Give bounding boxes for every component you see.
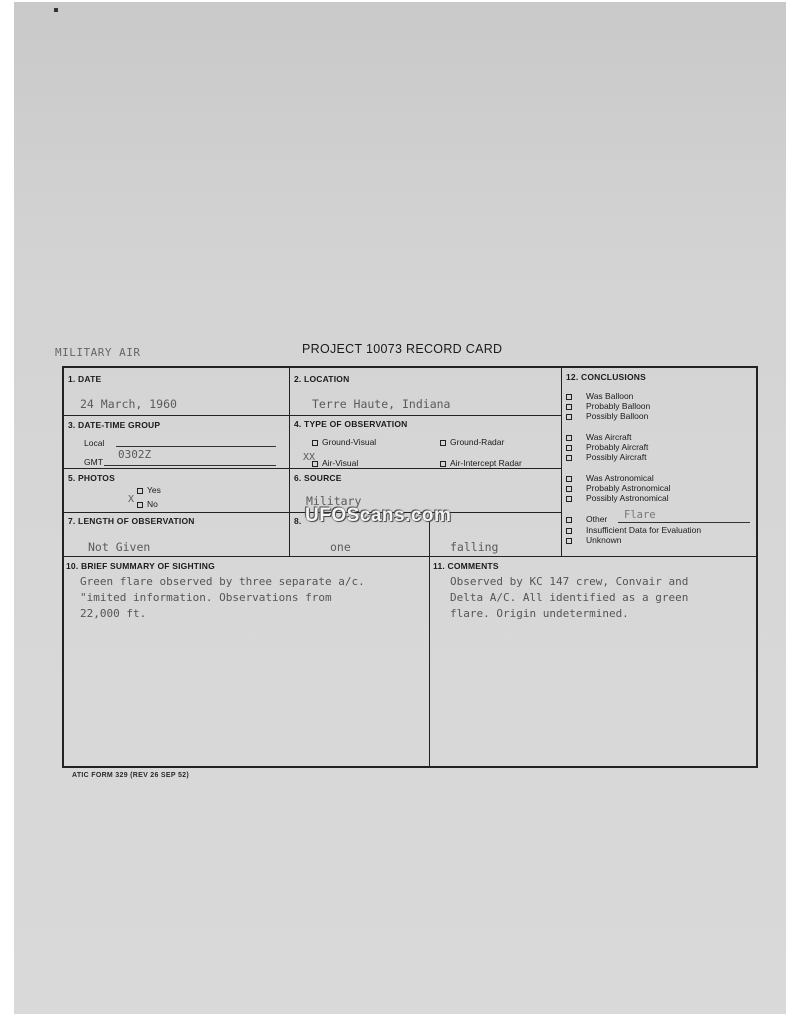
divider-row-4 [64,556,756,557]
observation-type-label: 4. TYPE OF OBSERVATION [294,419,408,429]
air-visual-checkbox[interactable] [312,461,318,467]
length-value: Not Given [88,540,151,554]
comments-text: Observed by KC 147 crew, Convair and Delta A/C. All identified as a green flare. Origin undetermined. [450,575,689,620]
ground-visual-option[interactable]: Ground-Visual [312,437,376,447]
checkbox[interactable] [566,496,572,502]
length-label: 7. LENGTH OF OBSERVATION [68,516,195,526]
conclusion-was-aircraft[interactable]: Was Aircraft [566,432,632,442]
photos-label: 5. PHOTOS [68,473,115,483]
photos-yes-option[interactable]: Yes [137,485,161,495]
gmt-label: GMT [84,457,103,467]
local-line [116,446,276,447]
conclusion-probably-balloon[interactable]: Probably Balloon [566,401,650,411]
checkbox[interactable] [566,394,572,400]
checkbox[interactable] [566,528,572,534]
ground-visual-checkbox[interactable] [312,440,318,446]
divider-row-2 [64,468,561,469]
checkbox[interactable] [566,455,572,461]
photos-no-mark: X [128,494,135,505]
checkbox[interactable] [566,404,572,410]
ground-radar-checkbox[interactable] [440,440,446,446]
air-intercept-option[interactable]: Air-Intercept Radar [440,458,522,468]
divider-col-3 [429,512,430,766]
checkbox[interactable] [566,517,572,523]
course-value: falling [450,540,499,554]
conclusion-unknown[interactable]: Unknown [566,535,621,545]
other-line [618,522,750,523]
other-value: Flare [624,509,656,521]
air-visual-option[interactable]: Air-Visual [312,458,358,468]
divider-row-1 [64,415,561,416]
conclusion-possibly-balloon[interactable]: Possibly Balloon [566,411,648,421]
summary-label: 10. BRIEF SUMMARY OF SIGHTING [66,561,215,571]
divider-col-1 [289,368,290,556]
date-value: 24 March, 1960 [80,397,177,411]
scan-mark [54,8,58,12]
classification-stamp: MILITARY AIR [55,346,141,359]
conclusion-probably-astronomical[interactable]: Probably Astronomical [566,483,671,493]
source-value: Military [306,494,362,508]
ground-radar-option[interactable]: Ground-Radar [440,437,504,447]
conclusion-was-balloon[interactable]: Was Balloon [566,391,633,401]
number-objects-value: one [330,540,351,554]
conclusion-was-astronomical[interactable]: Was Astronomical [566,473,654,483]
photos-yes-checkbox[interactable] [137,488,143,494]
number-objects-label: 8. [294,516,302,526]
conclusions-label: 12. CONCLUSIONS [566,372,646,382]
conclusion-possibly-aircraft[interactable]: Possibly Aircraft [566,452,646,462]
local-label: Local [84,438,105,448]
checkbox[interactable] [566,445,572,451]
date-label: 1. DATE [68,374,102,384]
conclusion-probably-aircraft[interactable]: Probably Aircraft [566,442,648,452]
divider-col-2 [561,368,562,556]
checkbox[interactable] [566,486,572,492]
card-title: PROJECT 10073 RECORD CARD [302,342,503,356]
gmt-line [104,465,276,466]
gmt-value: 0302Z [118,448,152,461]
source-label: 6. SOURCE [294,473,342,483]
photos-no-checkbox[interactable] [137,502,143,508]
form-number: ATIC FORM 329 (REV 26 SEP 52) [72,772,189,779]
conclusion-possibly-astronomical[interactable]: Possibly Astronomical [566,493,669,503]
photos-no-option[interactable]: No [137,499,158,509]
air-visual-mark: XX [303,452,316,463]
air-intercept-checkbox[interactable] [440,461,446,467]
checkbox[interactable] [566,435,572,441]
dtg-label: 3. DATE-TIME GROUP [68,420,161,430]
watermark: UFOScans.com [305,505,452,526]
conclusion-insufficient-data[interactable]: Insufficient Data for Evaluation [566,525,701,535]
checkbox[interactable] [566,538,572,544]
location-label: 2. LOCATION [294,374,350,384]
comments-label: 11. COMMENTS [433,561,499,571]
summary-text: Green flare observed by three separate a/c. "imited information. Observations from 22,000 ft. [80,575,365,620]
location-value: Terre Haute, Indiana [312,397,451,411]
conclusion-other[interactable]: Other [566,514,607,524]
checkbox[interactable] [566,414,572,420]
checkbox[interactable] [566,476,572,482]
